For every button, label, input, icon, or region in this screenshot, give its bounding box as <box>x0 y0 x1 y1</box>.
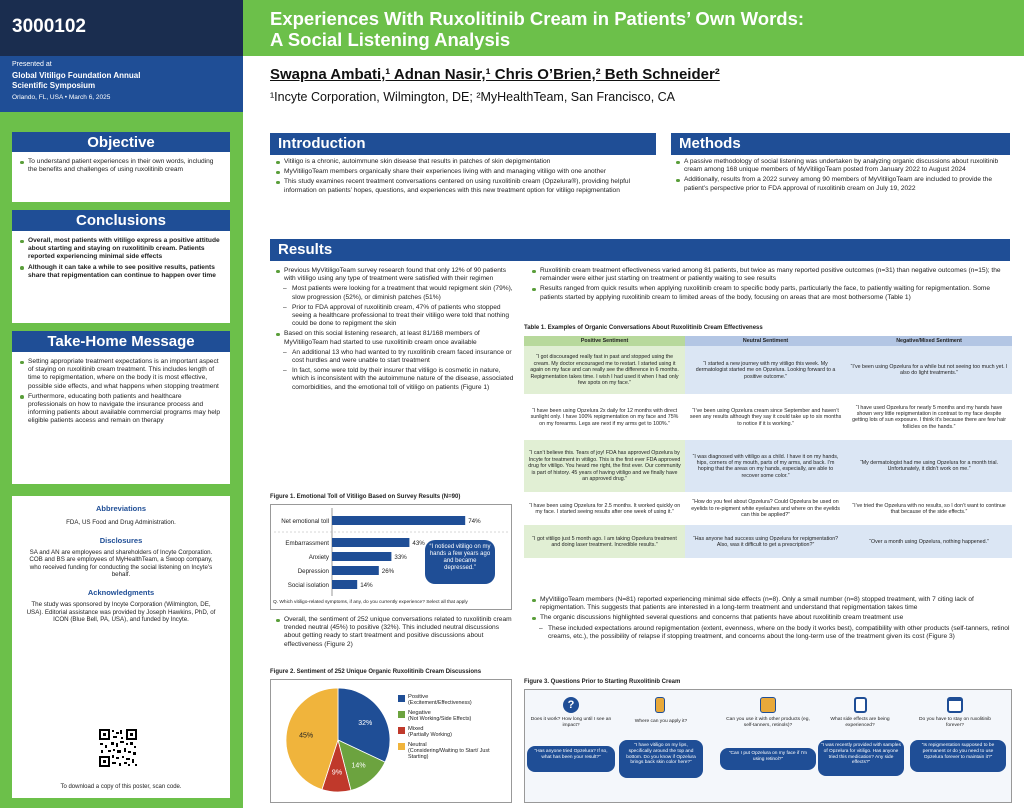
table1-caption: Table 1. Examples of Organic Conversations About Ruxolitinib Cream Effectiveness <box>524 325 763 331</box>
table-row <box>524 440 1012 492</box>
figure2-chart <box>282 684 394 796</box>
list-item: Additionally, results from a 2022 survey among 90 members of MyVitiligoTeam are included to provide the patient’s perspective prior to FDA approval of ruxolitinib cream on July 19, 2022 <box>676 176 1009 192</box>
legend-name: Negative <box>408 710 431 716</box>
legend-item <box>398 694 510 706</box>
bar-value-label: 26% <box>381 568 395 575</box>
figure3-quote: “I have vitiligo on my lips, specifically around the top and bottom. Do you know if Opzelura brings back skin color here?” <box>619 740 703 778</box>
table-cell: “I’ve tried the Opzelura with no results, so I don’t want to continue that because of the side effects.” <box>846 492 1012 525</box>
list-item: Overall, most patients with vitiligo express a positive attitude about starting and staying on ruxolitinib cream. Patients reported experiencing minimal side effects <box>20 237 222 262</box>
qr-code[interactable] <box>98 728 138 768</box>
abbreviations-title: Abbreviations <box>95 504 146 513</box>
figure1-note: Q. Which vitiligo-related symptoms, if any, do you currently experience? Select all that apply <box>273 600 468 605</box>
conclusions-list <box>20 237 222 280</box>
category-label: Depression <box>297 568 329 575</box>
poster-title-line2: A Social Listening Analysis <box>270 29 511 50</box>
methods-list <box>676 158 1009 195</box>
objective-list <box>20 158 222 174</box>
bar-value-label: 33% <box>394 554 407 561</box>
table-header: Neutral Sentiment <box>685 336 846 346</box>
acknowledgments-text: The study was sponsored by Incyte Corporation (Wilmington, DE, USA). Editorial assistance was provided by Joseph Hawkins, PhD, of ICON (Blue Bell, PA, USA), and funded by Incyte. <box>26 600 216 624</box>
figure3-quote: “I was recently provided with samples of Opzelura for vitiligo. Has anyone tried this medication? Any side effects?” <box>818 740 904 776</box>
table-cell: “I was diagnosed with vitiligo as a child. I have it on my hands, hips, corners of my mouth, parts of my arms, and back. I’m hoping that the areas on my hands, especially, are able to recover some color.” <box>685 440 846 492</box>
disclosures-text: SA and AN are employees and shareholders of Incyte Corporation. COB and BS are employees of MyHealthTeam, a Swoop company, who received funding for conducting the social listening on Incyte’s behalf. <box>29 548 213 579</box>
figure3-question: Where can you apply it? <box>634 719 688 724</box>
question-icon: ? <box>563 697 579 713</box>
list-item: A passive methodology of social listening was undertaken by analyzing organic discussions about ruxolitinib cream among 168 unique members of MyVitiligoTeam posted from January 2022 to August 2024 <box>676 158 1009 174</box>
table1-grid <box>524 336 1012 558</box>
table-cell: “I’ve been using Opzelura cream since September and haven’t seen any results although they say it could take up to six months to notice if it is working.” <box>685 394 846 440</box>
list-item: Overall, the sentiment of 252 unique conversations related to ruxolitinib cream trended neutral (45%) to positive (32%). This included neutral discussions about getting ready to start treatment and positive discussions about effectiveness (Figure 2) <box>276 616 514 649</box>
table-row <box>524 394 1012 440</box>
meeting-location: Orlando, FL, USA • March 6, 2025 <box>12 94 111 101</box>
takehome-list <box>20 358 222 426</box>
title-banner <box>243 0 1024 56</box>
clipboard-icon <box>854 697 867 713</box>
table-header: Positive Sentiment <box>524 336 685 346</box>
bar <box>332 580 357 589</box>
bar-value-label: 74% <box>468 518 481 525</box>
bar-value-label: 14% <box>360 582 373 589</box>
figure3-quote: “Is repigmentation supposed to be permanent or do you need to use Opzelura forever to maintain it?” <box>910 740 1006 772</box>
meeting-name: Global Vitiligo Foundation Annual Scientific Symposium <box>12 71 141 90</box>
table-cell: “Has anyone had success using Opzelura for repigmentation? Also, was it difficult to get a prescription?” <box>685 525 846 558</box>
list-item: Although it can take a while to see positive results, patients share that repigmentation can continue to happen over time <box>20 264 222 280</box>
abbreviations-text: FDA, US Food and Drug Administration. <box>66 519 176 526</box>
conclusions-box <box>12 231 230 323</box>
info-box <box>12 496 230 798</box>
figure3-question: Can you use it with other products (eg, self-tanners, retinols)? <box>726 717 810 728</box>
authors: Swapna Ambati,¹ Adnan Nasir,¹ Chris O’Brien,² Beth Schneider² <box>270 66 720 83</box>
results-mid-list <box>276 616 514 651</box>
legend-desc: (Partially Working) <box>408 732 452 738</box>
table-cell: “My dermatologist had me using Opzelura for a month trial. Unfortunately, it didn’t work on me.” <box>846 440 1012 492</box>
takehome-box <box>12 352 230 484</box>
objective-header: Objective <box>12 132 230 154</box>
table-cell: “I have been using Opzelura 2x daily for 12 months with direct sunlight only. I have 100% repigmentation on my face and 75% on my forearms. Legs are next if my arms get to 100%.” <box>524 394 685 440</box>
category-label: Net emotional toll <box>281 518 329 525</box>
legend-swatch <box>398 743 405 750</box>
list-item: – Most patients were looking for a treatment that would repigment skin (79%), slow progression (52%), or diminish patches (51%) <box>276 285 516 301</box>
legend-item <box>398 742 510 760</box>
table-cell: “I got discouraged really fast in past and stopped using the cream. My doctor encouraged me to restart. I started using it again on my face and can really see the difference in 6 months. Repigmentation takes time. I wish I had used it when I had only few spots on my face.” <box>524 346 685 394</box>
pie-label: 45% <box>299 732 314 740</box>
list-item: – Prior to FDA approval of ruxolitinib cream, 47% of patients who stopped seeing a healthcare professional to treat their vitiligo were told that nothing could be done to repigment the skin <box>276 304 516 329</box>
bar <box>332 538 409 547</box>
methods-header: Methods <box>671 133 1010 155</box>
table-row <box>524 346 1012 394</box>
tube-icon <box>655 697 665 713</box>
category-label: Social isolation <box>287 582 329 589</box>
legend-item <box>398 726 510 738</box>
figure3-question: Does it work? How long until I see an impact? <box>530 717 612 728</box>
bar-value-label: 43% <box>412 540 425 547</box>
list-item: Results ranged from quick results when applying ruxolitinib cream to specific body parts, particularly the face, to patiently waiting for repigmentation. Some patients started by applying ruxolitinib cream to limited areas of the body, focusing on areas that are most bothersome (Table 1) <box>532 285 1012 301</box>
list-item: This study examines recent treatment conversations centered on using ruxolitinib cream (Opzelura®), providing helpful information on patients’ hopes, questions, and experiences with this new treatment option for vitiligo repigmentation <box>276 178 656 194</box>
figure3-question: What side effects are being experienced? <box>830 717 890 728</box>
bar <box>332 566 379 575</box>
bar <box>332 516 465 525</box>
objective-box <box>12 152 230 202</box>
list-item: Vitiligo is a chronic, autoimmune skin disease that results in patches of skin depigmentation <box>276 158 656 166</box>
list-item: Setting appropriate treatment expectations is an important aspect of staying on ruxolitinib cream treatment. This includes length of time to repigmentation, where on the body it is most effective, possible side effects, and what happens when stopping treatment <box>20 358 222 391</box>
table-cell: “I got vitiligo just 5 month ago. I am taking Opzelura treatment and doing laser treatment. Incredible results.” <box>524 525 685 558</box>
legend-name: Neutral <box>408 742 427 748</box>
legend-swatch <box>398 695 405 702</box>
figure1-caption: Figure 1. Emotional Toll of Vitiligo Based on Survey Results (N=90) <box>270 494 461 500</box>
list-item: Based on this social listening research, at least 81/168 members of MyVitiligoTeam had started to use ruxolitinib cream once available <box>276 330 516 346</box>
legend-desc: (Considering/Waiting to Start/ Just Starting) <box>408 748 490 760</box>
legend-swatch <box>398 711 405 718</box>
list-item: – These included expectations around repigmentation (extent, evenness, where on the body it works best), compatibility with other products (self-tanners, retinol creams, etc.), the possibility of relapse if stopping treatment, and concerns about the long-term use of the treatment given its cost (Figure 3) <box>532 625 1012 641</box>
list-item: MyVitiligoTeam members (N=81) reported experiencing minimal side effects (n=8). Only a small number (n=8) stopped treatment, with 7 citing lack of repigmentation. This suggests that patients are interested in a long-term treatment and understand that repigmentation takes time <box>532 596 1012 612</box>
figure3-quote: “Has anyone tried Opzelura? If so, what has been your result?” <box>527 746 615 772</box>
affiliations: ¹Incyte Corporation, Wilmington, DE; ²MyHealthTeam, San Francisco, CA <box>270 90 675 104</box>
legend-desc: (Excitement/Effectiveness) <box>408 700 472 706</box>
table-cell: “I started a new journey with my vitiligo this week. My dermatologist started me on Opzelura. Looking forward to a positive outcome.” <box>685 346 846 394</box>
calendar-icon <box>947 697 963 713</box>
figure3-question: Do you have to stay on ruxolitinib forever? <box>918 717 992 728</box>
table-cell: “I have used Opzelura for nearly 5 months and my hands have shown very little repigmentation in contrast to my face despite getting lots of sun exposure. I think it’s because there are few hair follicles on the hands.” <box>846 394 1012 440</box>
results-header: Results <box>270 239 1010 261</box>
acknowledgments-title: Acknowledgments <box>87 587 155 597</box>
disclosures-title: Disclosures <box>99 535 143 545</box>
poster-title-line1: Experiences With Ruxolitinib Cream in Patients’ Own Words: <box>270 8 805 29</box>
list-item: Previous MyVitiligoTeam survey research found that only 12% of 90 patients with vitiligo using any type of treatment were satisfied with their regimen <box>276 267 516 283</box>
table-cell: “I can’t believe this. Tears of joy! FDA has approved Opzelura by Incyte for treatment in vitiligo. This is the first ever FDA approved drug for vitiligo. You heard me right, the first ever. Our community is part of history. 45 years of having vitiligo and we finally have an approved drug.” <box>524 440 685 492</box>
results-right-bottom-list <box>532 596 1012 643</box>
table1 <box>524 336 1012 558</box>
legend-name: Positive <box>408 694 429 700</box>
table-cell: “Over a month using Opzelura, nothing happened.” <box>846 525 1012 558</box>
list-item: To understand patient experiences in their own words, including the benefits and challenges of using ruxolitinib cream <box>20 158 222 174</box>
figure2-caption: Figure 2. Sentiment of 252 Unique Organic Ruxolitinib Cream Discussions <box>270 669 482 675</box>
results-left-list <box>276 267 516 394</box>
presented-block <box>0 56 243 112</box>
table-cell: “I have been using Opzelura for 2.5 months. It worked quickly on my face. I started seeing results after one week of using it.” <box>524 492 685 525</box>
qr-caption: To download a copy of this poster, scan code. <box>60 784 182 790</box>
poster-id: 3000102 <box>12 16 86 37</box>
poster-id-block <box>0 0 243 56</box>
pie-label: 14% <box>351 762 366 770</box>
legend-desc: (Not Working/Side Effects) <box>408 716 472 722</box>
category-label: Embarrassment <box>285 540 329 547</box>
list-item: Furthermore, educating both patients and healthcare professionals on how to navigate the insurance process and informing patients about available commercial programs may help eligible patients access and remain on therapy <box>20 393 222 426</box>
list-item: MyVitiligoTeam members organically share their experiences living with and managing vitiligo with one another <box>276 168 656 176</box>
table-cell: “I’ve been using Opzelura for a while but not seeing too much yet. I also do light treatments.” <box>846 346 1012 394</box>
pie-label: 9% <box>331 769 343 777</box>
bar <box>332 552 391 561</box>
introduction-header: Introduction <box>270 133 656 155</box>
takehome-header: Take-Home Message <box>12 331 230 353</box>
figure2-legend <box>398 694 510 764</box>
table-header: Negative/Mixed Sentiment <box>846 336 1012 346</box>
bottles-icon <box>760 697 776 713</box>
figure3-caption: Figure 3. Questions Prior to Starting Ruxolitinib Cream <box>524 679 681 685</box>
results-right-top-list <box>532 267 1012 304</box>
legend-swatch <box>398 727 405 734</box>
category-label: Anxiety <box>308 554 329 561</box>
conclusions-header: Conclusions <box>12 210 230 232</box>
legend-name: Mixed <box>408 726 424 732</box>
table-row <box>524 492 1012 525</box>
introduction-list <box>276 158 656 197</box>
figure1-quote: “I noticed vitiligo on my hands a few years ago and became depressed.” <box>425 540 495 584</box>
list-item: – An additional 13 who had wanted to try ruxolitinib cream faced insurance or cost hurdles and were unable to start treatment <box>276 349 516 365</box>
table-cell: “How do you feel about Opzelura? Could Opzelura be used on eyelids to re-pigment white eyelashes and where on the eyelids can this be applied?” <box>685 492 846 525</box>
legend-item <box>398 710 510 722</box>
table-row <box>524 525 1012 558</box>
list-item: The organic discussions highlighted several questions and concerns that patients have about ruxolitinib cream treatment use <box>532 614 1012 622</box>
figure3-quote: “Can I put Opzelura on my face if I’m using retinol?” <box>720 748 816 770</box>
list-item: Ruxolitinib cream treatment effectiveness varied among 81 patients, but twice as many reported positive outcomes (n=31) than negative outcomes (n=15); the remainder were either just starting on treatment or patiently waiting to see results <box>532 267 1012 283</box>
pie-label: 32% <box>358 720 373 728</box>
list-item: – In fact, some were told by their insurer that vitiligo is cosmetic in nature, which is inconsistent with the autoimmune nature of the disease, associated comorbidities, and the emotional toll of vitiligo on patients (Figure 1) <box>276 367 516 392</box>
presented-label: Presented at <box>12 61 52 68</box>
